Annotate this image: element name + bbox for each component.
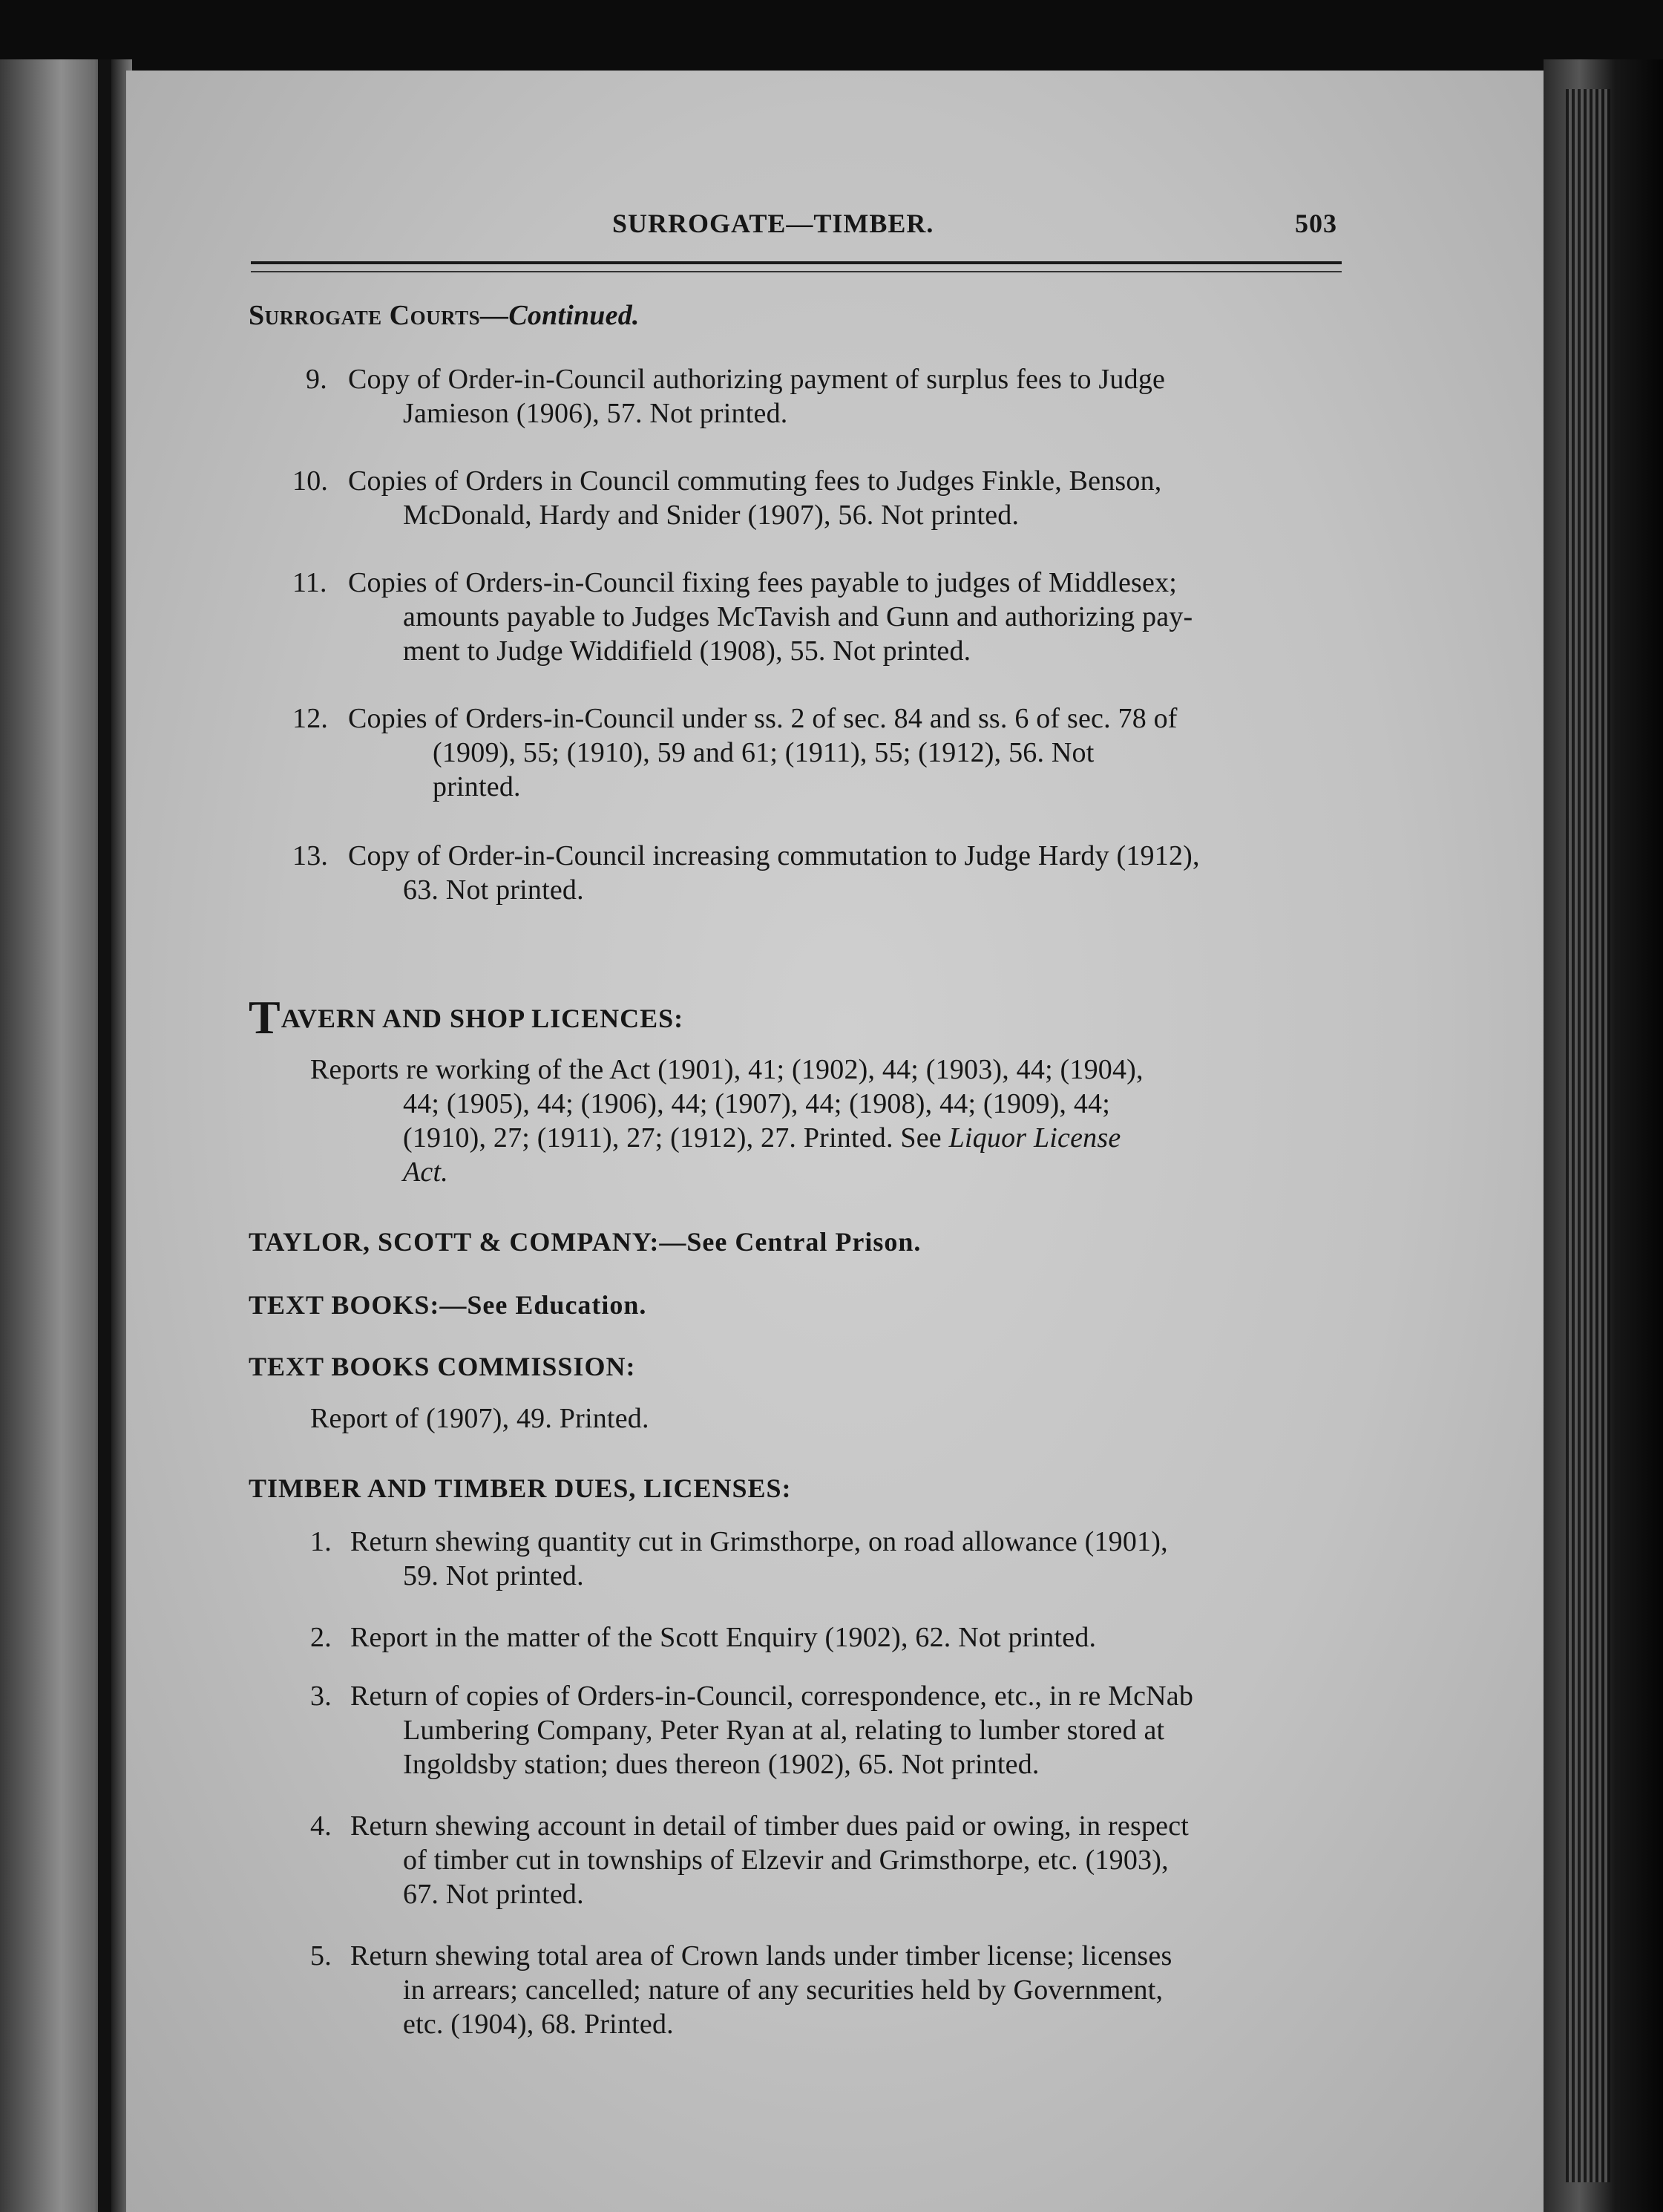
- item-line: Copies of Orders-in-Council fixing fees payable to judges of Middlesex;: [348, 567, 1178, 598]
- item-line: in arrears; cancelled; nature of any securities held by Government,: [403, 1974, 1164, 2006]
- item-line: 67. Not printed.: [403, 1879, 584, 1910]
- item-number: 12.: [292, 703, 329, 734]
- item-number: 5.: [310, 1940, 332, 1972]
- section-heading-tavern: [249, 991, 684, 1044]
- tavern-line: 44; (1905), 44; (1906), 44; (1907), 44; (1908), 44; (1909), 44;: [403, 1088, 1110, 1119]
- item-line: McDonald, Hardy and Snider (1907), 56. Not printed.: [403, 500, 1020, 531]
- left-page-edge: [0, 59, 111, 2212]
- heading-rest: AVERN AND SHOP LICENCES:: [281, 1004, 684, 1033]
- page-stack-edges: [1566, 89, 1610, 2182]
- item-line: 59. Not printed.: [403, 1560, 584, 1591]
- textbooks-commission-line: Report of (1907), 49. Printed.: [310, 1403, 649, 1434]
- item-line: Copy of Order-in-Council authorizing payment of surplus fees to Judge: [348, 364, 1166, 395]
- item-line: Return shewing quantity cut in Grimsthorpe, on road allowance (1901),: [350, 1526, 1168, 1557]
- page-number: 503: [1295, 209, 1337, 238]
- item-line: amounts payable to Judges McTavish and Gunn and authorizing pay-: [403, 601, 1193, 632]
- item-line: Copies of Orders in Council commuting fees to Judges Finkle, Benson,: [348, 465, 1162, 497]
- item-number: 11.: [292, 567, 327, 598]
- section-heading-textbooks-commission: TEXT BOOKS COMMISSION:: [249, 1352, 636, 1381]
- item-number: 10.: [292, 465, 329, 497]
- item-line: Return shewing account in detail of timber dues paid or owing, in respect: [350, 1810, 1190, 1842]
- item-number: 3.: [310, 1681, 332, 1712]
- see-reference-cont: Act.: [403, 1156, 448, 1188]
- item-number: 4.: [310, 1810, 332, 1842]
- running-head-title: SURROGATE—TIMBER.: [612, 209, 934, 238]
- item-number: 1.: [310, 1526, 332, 1557]
- item-number: 9.: [306, 364, 327, 395]
- item-number: 2.: [310, 1622, 332, 1653]
- item-line: (1909), 55; (1910), 59 and 61; (1911), 55; (1912), 56. Not: [433, 737, 1095, 768]
- textbooks-entry: TEXT BOOKS:—See Education.: [249, 1290, 647, 1320]
- item-line: 63. Not printed.: [403, 874, 584, 906]
- see-reference: Liquor License: [948, 1122, 1121, 1154]
- surrogate-continued: —Continued.: [480, 300, 640, 331]
- item-line: printed.: [433, 771, 521, 802]
- item-line: Lumbering Company, Peter Ryan at al, relating to lumber stored at: [403, 1715, 1165, 1746]
- item-line: Return shewing total area of Crown lands under timber license; licenses: [350, 1940, 1172, 1972]
- item-line: Jamieson (1906), 57. Not printed.: [403, 398, 788, 429]
- tavern-line: Reports re working of the Act (1901), 41; (1902), 44; (1903), 44; (1904),: [310, 1054, 1144, 1085]
- tavern-line-with-ref: [403, 1121, 1121, 1155]
- head-rule: [251, 261, 1342, 264]
- tavern-line: (1910), 27; (1911), 27; (1912), 27. Printed. See: [403, 1122, 949, 1154]
- item-line: Report in the matter of the Scott Enquiry (1902), 62. Not printed.: [350, 1622, 1097, 1653]
- item-line: Return of copies of Orders-in-Council, correspondence, etc., in re McNab: [350, 1681, 1194, 1712]
- item-number: 13.: [292, 840, 329, 871]
- item-line: Ingoldsby station; dues thereon (1902), 65. Not printed.: [403, 1749, 1040, 1780]
- section-heading-surrogate: [249, 298, 640, 333]
- heading-initial: T: [249, 991, 281, 1044]
- head-rule-thin: [251, 271, 1342, 272]
- item-line: etc. (1904), 68. Printed.: [403, 2009, 674, 2040]
- item-line: ment to Judge Widdifield (1908), 55. Not printed.: [403, 635, 971, 667]
- item-line: of timber cut in townships of Elzevir and Grimsthorpe, etc. (1903),: [403, 1845, 1169, 1876]
- section-heading-timber: TIMBER AND TIMBER DUES, LICENSES:: [249, 1473, 792, 1503]
- item-line: Copies of Orders-in-Council under ss. 2 of sec. 84 and ss. 6 of sec. 78 of: [348, 703, 1178, 734]
- surrogate-heading: Surrogate Courts: [249, 300, 481, 331]
- item-line: Copy of Order-in-Council increasing commutation to Judge Hardy (1912),: [348, 840, 1200, 871]
- taylor-entry: TAYLOR, SCOTT & COMPANY:—See Central Prison.: [249, 1227, 922, 1257]
